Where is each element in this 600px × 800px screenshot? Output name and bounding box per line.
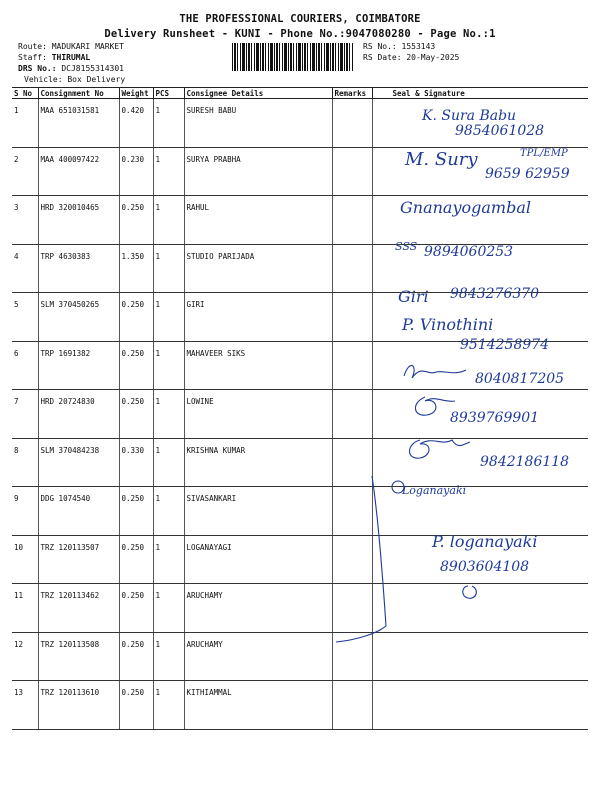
company-title: THE PROFESSIONAL COURIERS, COIMBATORE — [179, 13, 421, 25]
cell-remarks — [332, 390, 372, 439]
cell-signature — [372, 341, 588, 390]
cell-weight: 0.250 — [119, 341, 153, 390]
cell-pcs: 1 — [153, 390, 184, 439]
cell-pcs: 1 — [153, 438, 184, 487]
cell-weight: 0.330 — [119, 438, 153, 487]
cell-consignee: MAHAVEER SIKS — [184, 341, 332, 390]
sig-5-phone: 9843276370 — [450, 286, 540, 302]
cell-consignment: TRP 1691382 — [38, 341, 119, 390]
cell-weight: 0.250 — [119, 681, 153, 730]
staff-label: Staff: — [18, 53, 52, 62]
table-row — [12, 632, 588, 681]
cell-remarks — [332, 341, 372, 390]
cell-pcs: 1 — [153, 99, 184, 148]
cell-signature — [372, 487, 588, 536]
cell-consignment: SLM 370484238 — [38, 438, 119, 487]
cell-consignee: SURESH BABU — [184, 99, 332, 148]
drs-value: DCJ8155314301 — [61, 64, 124, 73]
drs-label: DRS No.: — [18, 64, 62, 73]
sig-9-phone: 9842186118 — [480, 454, 570, 470]
cell-pcs: 1 — [153, 487, 184, 536]
cell-sno: 4 — [12, 244, 38, 293]
table-row — [12, 196, 588, 245]
cell-weight: 0.250 — [119, 487, 153, 536]
table-row — [12, 244, 588, 293]
cell-weight: 0.250 — [119, 584, 153, 633]
cell-consignee: GIRI — [184, 293, 332, 342]
cell-remarks — [332, 293, 372, 342]
cell-remarks — [332, 438, 372, 487]
cell-weight: 0.250 — [119, 196, 153, 245]
runsheet-table — [12, 87, 588, 730]
cell-consignee: KITHIAMMAL — [184, 681, 332, 730]
sig-4-name: SSS — [395, 240, 418, 253]
cell-consignee: SURYA PRABHA — [184, 147, 332, 196]
sig-3-name: Gnanayogambal — [400, 198, 531, 217]
cell-consignment: SLM 370450265 — [38, 293, 119, 342]
cell-consignment: HRD 20724830 — [38, 390, 119, 439]
cell-signature — [372, 584, 588, 633]
sig-2-tag: TPL/EMP — [520, 148, 568, 159]
sig-6-phone: 9514258974 — [460, 337, 550, 353]
cell-pcs: 1 — [153, 244, 184, 293]
sig-1-name: K. Sura Babu — [422, 108, 517, 124]
cell-pcs: 1 — [153, 196, 184, 245]
cell-signature — [372, 293, 588, 342]
sig-4-phone: 9894060253 — [424, 244, 514, 260]
sig-5-name: Giri — [398, 287, 429, 306]
cell-consignee: KRISHNA KUMAR — [184, 438, 332, 487]
cell-weight: 0.420 — [119, 99, 153, 148]
cell-pcs: 1 — [153, 535, 184, 584]
col-consignee: Consignee Details — [184, 88, 332, 99]
cell-pcs: 1 — [153, 147, 184, 196]
cell-remarks — [332, 244, 372, 293]
cell-remarks — [332, 196, 372, 245]
table-header-row — [12, 88, 588, 99]
cell-consignee: SIVASANKARI — [184, 487, 332, 536]
cell-signature — [372, 196, 588, 245]
col-consignment: Consignment No — [38, 88, 119, 99]
cell-consignment: TRZ 120113610 — [38, 681, 119, 730]
sig-11-phone: 8903604108 — [440, 559, 530, 575]
table-row — [12, 99, 588, 148]
cell-consignee: RAHUL — [184, 196, 332, 245]
cell-consignment: HRD 320010465 — [38, 196, 119, 245]
rs-number: RS No.: 1553143 — [363, 42, 436, 51]
cell-sno: 3 — [12, 196, 38, 245]
cell-remarks — [332, 584, 372, 633]
route-label: Route: MADUKARI MARKET — [18, 42, 124, 51]
cell-consignment: TRP 4630383 — [38, 244, 119, 293]
staff-line — [18, 53, 90, 62]
cell-remarks — [332, 535, 372, 584]
table-row — [12, 390, 588, 439]
cell-weight: 0.250 — [119, 632, 153, 681]
cell-sno: 6 — [12, 341, 38, 390]
table-row — [12, 681, 588, 730]
cell-signature — [372, 438, 588, 487]
cell-weight: 1.350 — [119, 244, 153, 293]
staff-value: THIRUMAL — [51, 53, 91, 62]
cell-consignee: ARUCHAMY — [184, 632, 332, 681]
cell-signature — [372, 99, 588, 148]
cell-sno: 12 — [12, 632, 38, 681]
cell-signature — [372, 632, 588, 681]
col-remarks: Remarks — [332, 88, 372, 99]
cell-signature — [372, 681, 588, 730]
cell-signature — [372, 244, 588, 293]
cell-consignee: LOGANAYAGI — [184, 535, 332, 584]
sig-2-name: M. Sury — [405, 149, 478, 170]
cell-pcs: 1 — [153, 681, 184, 730]
cell-pcs: 1 — [153, 584, 184, 633]
cell-sno: 13 — [12, 681, 38, 730]
table-row — [12, 438, 588, 487]
cell-pcs: 1 — [153, 341, 184, 390]
cell-sno: 11 — [12, 584, 38, 633]
sig-10-name: Loganayaki — [402, 484, 467, 497]
table-row — [12, 487, 588, 536]
cell-signature — [372, 390, 588, 439]
cell-consignee: ARUCHAMY — [184, 584, 332, 633]
col-pcs: PCS — [153, 88, 184, 99]
cell-remarks — [332, 681, 372, 730]
col-weight: Weight — [119, 88, 153, 99]
cell-sno: 2 — [12, 147, 38, 196]
cell-consignee: STUDIO PARIJADA — [184, 244, 332, 293]
sig-7-phone: 8040817205 — [475, 371, 565, 387]
cell-pcs: 1 — [153, 632, 184, 681]
cell-weight: 0.250 — [119, 390, 153, 439]
rs-date: RS Date: 20-May-2025 — [363, 53, 460, 62]
sig-1-phone: 9854061028 — [455, 123, 545, 139]
cell-sno: 10 — [12, 535, 38, 584]
sig-6-name: P. Vinothini — [402, 315, 494, 334]
cell-signature — [372, 535, 588, 584]
cell-consignee: LOWINE — [184, 390, 332, 439]
cell-weight: 0.250 — [119, 535, 153, 584]
cell-sno: 1 — [12, 99, 38, 148]
runsheet-subtitle: Delivery Runsheet - KUNI - Phone No.:9047080280 - Page No.:1 — [104, 28, 496, 40]
table-row — [12, 293, 588, 342]
cell-consignment: MAA 400097422 — [38, 147, 119, 196]
cell-sno: 7 — [12, 390, 38, 439]
sig-8-phone: 8939769901 — [450, 410, 540, 426]
cell-remarks — [332, 632, 372, 681]
cell-weight: 0.250 — [119, 293, 153, 342]
cell-sno: 9 — [12, 487, 38, 536]
cell-consignment: MAA 651031581 — [38, 99, 119, 148]
cell-consignment: TRZ 120113508 — [38, 632, 119, 681]
sig-2-phone: 9659 62959 — [485, 166, 570, 182]
cell-sno: 5 — [12, 293, 38, 342]
barcode — [232, 43, 354, 71]
drs-line — [18, 64, 124, 73]
cell-consignment: DDG 1074540 — [38, 487, 119, 536]
table-row — [12, 584, 588, 633]
table-row — [12, 535, 588, 584]
table-row — [12, 341, 588, 390]
col-sno: S No — [12, 88, 38, 99]
cell-consignment: TRZ 120113462 — [38, 584, 119, 633]
sig-11-name: P. loganayaki — [432, 532, 538, 551]
cell-pcs: 1 — [153, 293, 184, 342]
vehicle-label: Vehicle: Box Delivery — [24, 75, 126, 84]
col-signature: Seal & Signature — [372, 88, 588, 99]
cell-signature — [372, 147, 588, 196]
cell-remarks — [332, 487, 372, 536]
cell-remarks — [332, 147, 372, 196]
table-row — [12, 147, 588, 196]
cell-sno: 8 — [12, 438, 38, 487]
cell-remarks — [332, 99, 372, 148]
cell-weight: 0.230 — [119, 147, 153, 196]
cell-consignment: TRZ 120113507 — [38, 535, 119, 584]
